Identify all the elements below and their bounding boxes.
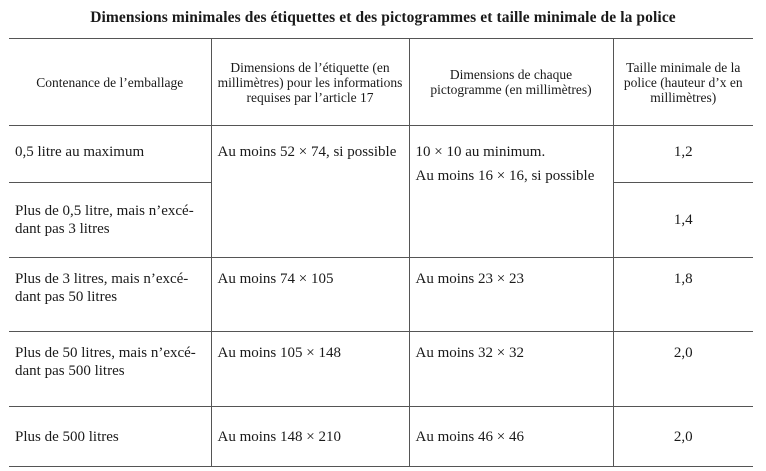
table-header-row	[9, 39, 753, 126]
table-row	[9, 258, 753, 332]
table-row	[9, 126, 753, 183]
dimensions-table	[9, 38, 753, 467]
cell-picto-dims: Au moins 32 × 32	[409, 332, 613, 407]
cell-label-dims: Au moins 52 × 74, si possible	[211, 126, 409, 258]
cell-capacity: Plus de 0,5 litre, mais n’excédant pas 3 litres	[9, 183, 211, 258]
header-picto-dims: Dimensions de chaque pictogramme (en millimètres)	[409, 39, 613, 126]
header-font-size: Taille minimale de la police (hauteur d’x en millimètres)	[613, 39, 753, 126]
cell-picto-dims	[409, 126, 613, 258]
table-row	[9, 332, 753, 407]
header-label-dims: Dimensions de l’étiquette (en millimètres) pour les informations requises par l’article 17	[211, 39, 409, 126]
cell-capacity: Plus de 500 litres	[9, 407, 211, 467]
cell-label-dims: Au moins 105 × 148	[211, 332, 409, 407]
cell-capacity: Plus de 3 litres, mais n’excédant pas 50 litres	[9, 258, 211, 332]
cell-picto-dims: Au moins 23 × 23	[409, 258, 613, 332]
cell-font-size: 1,8	[613, 258, 753, 332]
cell-picto-dims: Au moins 46 × 46	[409, 407, 613, 467]
cell-font-size: 2,0	[613, 407, 753, 467]
cell-font-size: 1,4	[613, 183, 753, 258]
cell-font-size: 1,2	[613, 126, 753, 183]
picto-dims-line2: Au moins 16 × 16, si possible	[415, 168, 595, 184]
cell-capacity: 0,5 litre au maximum	[9, 126, 211, 183]
table-title: Dimensions minimales des étiquettes et des pictogrammes et taille minimale de la police	[90, 9, 676, 26]
header-capacity: Contenance de l’emballage	[9, 39, 211, 126]
table-row	[9, 407, 753, 467]
picto-dims-line1: 10 × 10 au minimum.	[415, 144, 546, 160]
cell-capacity: Plus de 50 litres, mais n’excédant pas 500 litres	[9, 332, 211, 407]
cell-label-dims: Au moins 74 × 105	[211, 258, 409, 332]
cell-label-dims: Au moins 148 × 210	[211, 407, 409, 467]
cell-font-size: 2,0	[613, 332, 753, 407]
